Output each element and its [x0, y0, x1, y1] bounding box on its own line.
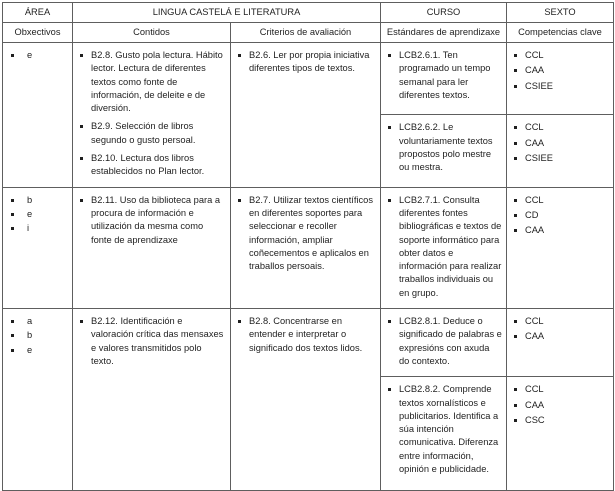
table-row: [3, 43, 614, 115]
competencias-cell: [507, 115, 614, 187]
obxectivos-list: [3, 43, 72, 66]
competencias-cell: [507, 309, 614, 377]
estandares-cell: [381, 187, 507, 308]
list-item: CCL: [513, 121, 609, 134]
header-contidos: Contidos: [73, 23, 231, 43]
competencias-list: [507, 43, 613, 98]
list-item: a: [10, 315, 68, 328]
header-criterios: Criterios de avaliación: [231, 23, 381, 43]
list-item: B2.12. Identificación e valoración crítica das mensaxes e valores transmitidos polo texto.: [79, 315, 226, 368]
competencias-cell: [507, 43, 614, 115]
list-item: LCB2.6.1. Ten programado un tempo semanal para ler diferentes textos.: [387, 49, 502, 102]
list-item: B2.11. Uso da biblioteca para a procura de información e utilización da mesma como fonte de aprendizaxe: [79, 194, 226, 247]
obxectivos-cell: [3, 187, 73, 308]
list-item: B2.10. Lectura dos libros establecidos no Plan lector.: [79, 152, 226, 179]
contidos-cell: [73, 43, 231, 188]
estandares-cell: [381, 43, 507, 115]
list-item: CSIEE: [513, 152, 609, 165]
obxectivos-cell: [3, 309, 73, 491]
estandares-cell: [381, 115, 507, 187]
criterios-list: [231, 188, 380, 282]
curriculum-table: [2, 2, 614, 491]
list-item: LCB2.6.2. Le voluntariamente textos propostos polo mestre ou mestra.: [387, 121, 502, 174]
criterios-list: [231, 43, 380, 84]
contidos-list: [73, 188, 230, 255]
list-item: CCL: [513, 383, 609, 396]
contidos-list: [73, 309, 230, 376]
list-item: B2.9. Selección de libros segundo o gusto persoal.: [79, 120, 226, 147]
estandares-list: [381, 377, 506, 484]
criterios-cell: [231, 309, 381, 491]
list-item: CAA: [513, 224, 609, 237]
obxectivos-list: [3, 309, 72, 361]
header-nivel: SEXTO: [507, 3, 614, 23]
list-item: CAA: [513, 64, 609, 77]
list-item: B2.8. Gusto pola lectura. Hábito lector. Lectura de diferentes textos como fonte de información, de deleite e de diversión.: [79, 49, 226, 115]
header-estandares: Estándares de aprendizaxe: [381, 23, 507, 43]
header-competencias: Competencias clave: [507, 23, 614, 43]
list-item: b: [10, 194, 68, 207]
list-item: e: [10, 208, 68, 221]
competencias-cell: [507, 187, 614, 308]
list-item: e: [10, 49, 68, 62]
competencias-cell: [507, 377, 614, 491]
header-row-columns: [3, 23, 614, 43]
list-item: CCL: [513, 194, 609, 207]
list-item: B2.7. Utilizar textos científicos en diferentes soportes para seleccionar e recoller información, ampliar coñecementos e aplicalos en traballos persoais.: [237, 194, 376, 274]
list-item: LCB2.7.1. Consulta diferentes fontes bibliográficas e textos de soporte informático para obter datos e información para realizar traballos individuais ou en grupo.: [387, 194, 502, 300]
list-item: B2.6. Ler por propia iniciativa diferentes tipos de textos.: [237, 49, 376, 76]
contidos-cell: [73, 309, 231, 491]
list-item: CD: [513, 209, 609, 222]
competencias-list: [507, 115, 613, 170]
criterios-cell: [231, 187, 381, 308]
list-item: CSIEE: [513, 80, 609, 93]
header-area: ÁREA: [3, 3, 73, 23]
list-item: i: [10, 222, 68, 235]
header-curso: CURSO: [381, 3, 507, 23]
competencias-list: [507, 377, 613, 432]
list-item: CAA: [513, 330, 609, 343]
estandares-list: [381, 43, 506, 110]
list-item: CSC: [513, 414, 609, 427]
estandares-list: [381, 115, 506, 182]
list-item: e: [10, 344, 68, 357]
competencias-list: [507, 188, 613, 243]
contidos-cell: [73, 187, 231, 308]
list-item: CAA: [513, 399, 609, 412]
list-item: LCB2.8.2. Comprende textos xornalísticos e publicitarios. Identifica a súa intención comunicativa. Diferenza entre información, opinión e publicidade.: [387, 383, 502, 476]
obxectivos-list: [3, 188, 72, 240]
list-item: CCL: [513, 49, 609, 62]
estandares-cell: [381, 377, 507, 491]
list-item: CAA: [513, 137, 609, 150]
list-item: LCB2.8.1. Deduce o significado de palabras e expresións con axuda do contexto.: [387, 315, 502, 368]
estandares-list: [381, 309, 506, 376]
obxectivos-cell: [3, 43, 73, 188]
header-obxectivos: Obxectivos: [3, 23, 73, 43]
list-item: b: [10, 329, 68, 342]
list-item: CCL: [513, 315, 609, 328]
header-row-top: [3, 3, 614, 23]
list-item: B2.8. Concentrarse en entender e interpretar o significado dos textos lidos.: [237, 315, 376, 355]
contidos-list: [73, 43, 230, 187]
table-row: [3, 309, 614, 377]
header-subject: LINGUA CASTELÁ E LITERATURA: [73, 3, 381, 23]
criterios-list: [231, 309, 380, 363]
competencias-list: [507, 309, 613, 349]
estandares-cell: [381, 309, 507, 377]
table-row: [3, 187, 614, 308]
estandares-list: [381, 188, 506, 308]
criterios-cell: [231, 43, 381, 188]
